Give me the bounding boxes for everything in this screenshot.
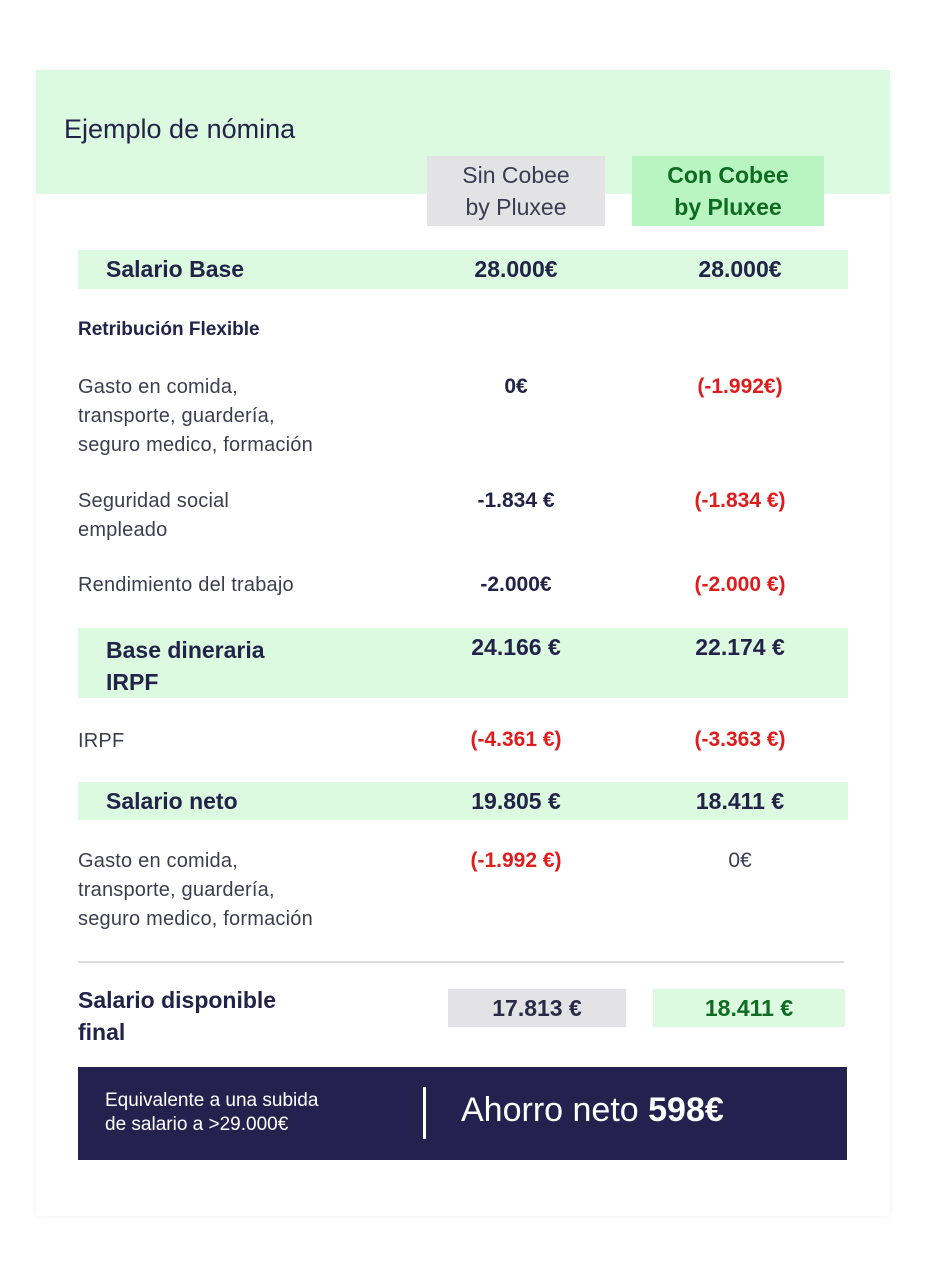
value-con-seguridad-social: (-1.834 €) <box>694 489 786 512</box>
row-label-base-dineraria-line1: Base dineraria <box>106 637 265 663</box>
row-label-gasto-2-line2: transporte, guardería, <box>78 879 275 901</box>
row-label-seguridad-social <box>78 487 229 545</box>
row-label-base-dineraria-line2: IRPF <box>106 669 159 695</box>
savings-note-line2: de salario a >29.000€ <box>105 1114 289 1135</box>
row-label-gasto-1-line3: seguro medico, formación <box>78 434 313 456</box>
column-header-con-line2: by Pluxee <box>674 194 782 220</box>
section-heading-retribucion: Retribución Flexible <box>78 319 260 340</box>
row-label-gasto-2-line1: Gasto en comida, <box>78 850 238 872</box>
value-con-salario-disponible: 18.411 € <box>653 989 845 1027</box>
column-header-con-cobee <box>632 156 824 226</box>
value-sin-base-dineraria: 24.166 € <box>471 634 561 660</box>
savings-banner <box>78 1067 847 1160</box>
row-label-gasto-1-line2: transporte, guardería, <box>78 405 275 427</box>
value-sin-seguridad-social: -1.834 € <box>477 489 555 512</box>
net-savings-value: 598€ <box>648 1091 724 1129</box>
row-label-salario-disponible-line1: Salario disponible <box>78 987 277 1013</box>
value-sin-salario-neto: 19.805 € <box>471 788 561 814</box>
divider <box>78 961 844 963</box>
row-label-gasto-1-line1: Gasto en comida, <box>78 376 238 398</box>
row-label-salario-disponible-line2: final <box>78 1019 126 1045</box>
value-sin-irpf: (-4.361 €) <box>470 728 562 751</box>
value-con-gasto-2: 0€ <box>728 849 752 872</box>
column-header-sin-line2: by Pluxee <box>465 194 567 220</box>
net-savings <box>461 1091 724 1130</box>
value-sin-gasto-2: (-1.992 €) <box>470 849 562 872</box>
value-con-salario-base: 28.000€ <box>698 256 782 282</box>
value-con-salario-neto: 18.411 € <box>695 788 785 814</box>
column-header-sin-cobee <box>427 156 605 226</box>
value-sin-salario-base: 28.000€ <box>474 256 558 282</box>
savings-note-line1: Equivalente a una subida <box>105 1090 319 1111</box>
row-label-seguridad-line2: empleado <box>78 519 168 541</box>
row-label-gasto-2 <box>78 847 313 934</box>
row-label-gasto-2-line3: seguro medico, formación <box>78 908 313 930</box>
page-title: Ejemplo de nómina <box>64 114 296 144</box>
value-con-irpf: (-3.363 €) <box>694 728 786 751</box>
value-sin-salario-disponible: 17.813 € <box>448 989 626 1027</box>
value-con-gasto-1: (-1.992€) <box>697 375 783 398</box>
value-sin-gasto-1: 0€ <box>504 375 528 398</box>
row-label-seguridad-line1: Seguridad social <box>78 490 230 512</box>
column-header-con-line1: Con Cobee <box>667 162 789 188</box>
row-label-salario-disponible <box>78 984 276 1048</box>
row-label-salario-neto: Salario neto <box>106 788 238 814</box>
savings-note <box>105 1089 405 1137</box>
row-label-salario-base: Salario Base <box>106 256 245 282</box>
net-savings-label: Ahorro neto <box>461 1091 649 1129</box>
row-label-rendimiento: Rendimiento del trabajo <box>78 574 294 596</box>
value-con-base-dineraria: 22.174 € <box>695 634 785 660</box>
row-label-gasto-1 <box>78 373 313 460</box>
payroll-example-card <box>36 70 890 1216</box>
value-sin-rendimiento: -2.000€ <box>480 573 552 596</box>
value-con-rendimiento: (-2.000 €) <box>694 573 786 596</box>
column-header-sin-line1: Sin Cobee <box>462 162 570 188</box>
row-label-irpf: IRPF <box>78 730 125 752</box>
row-label-base-dineraria <box>106 634 265 698</box>
banner-separator <box>423 1087 426 1139</box>
